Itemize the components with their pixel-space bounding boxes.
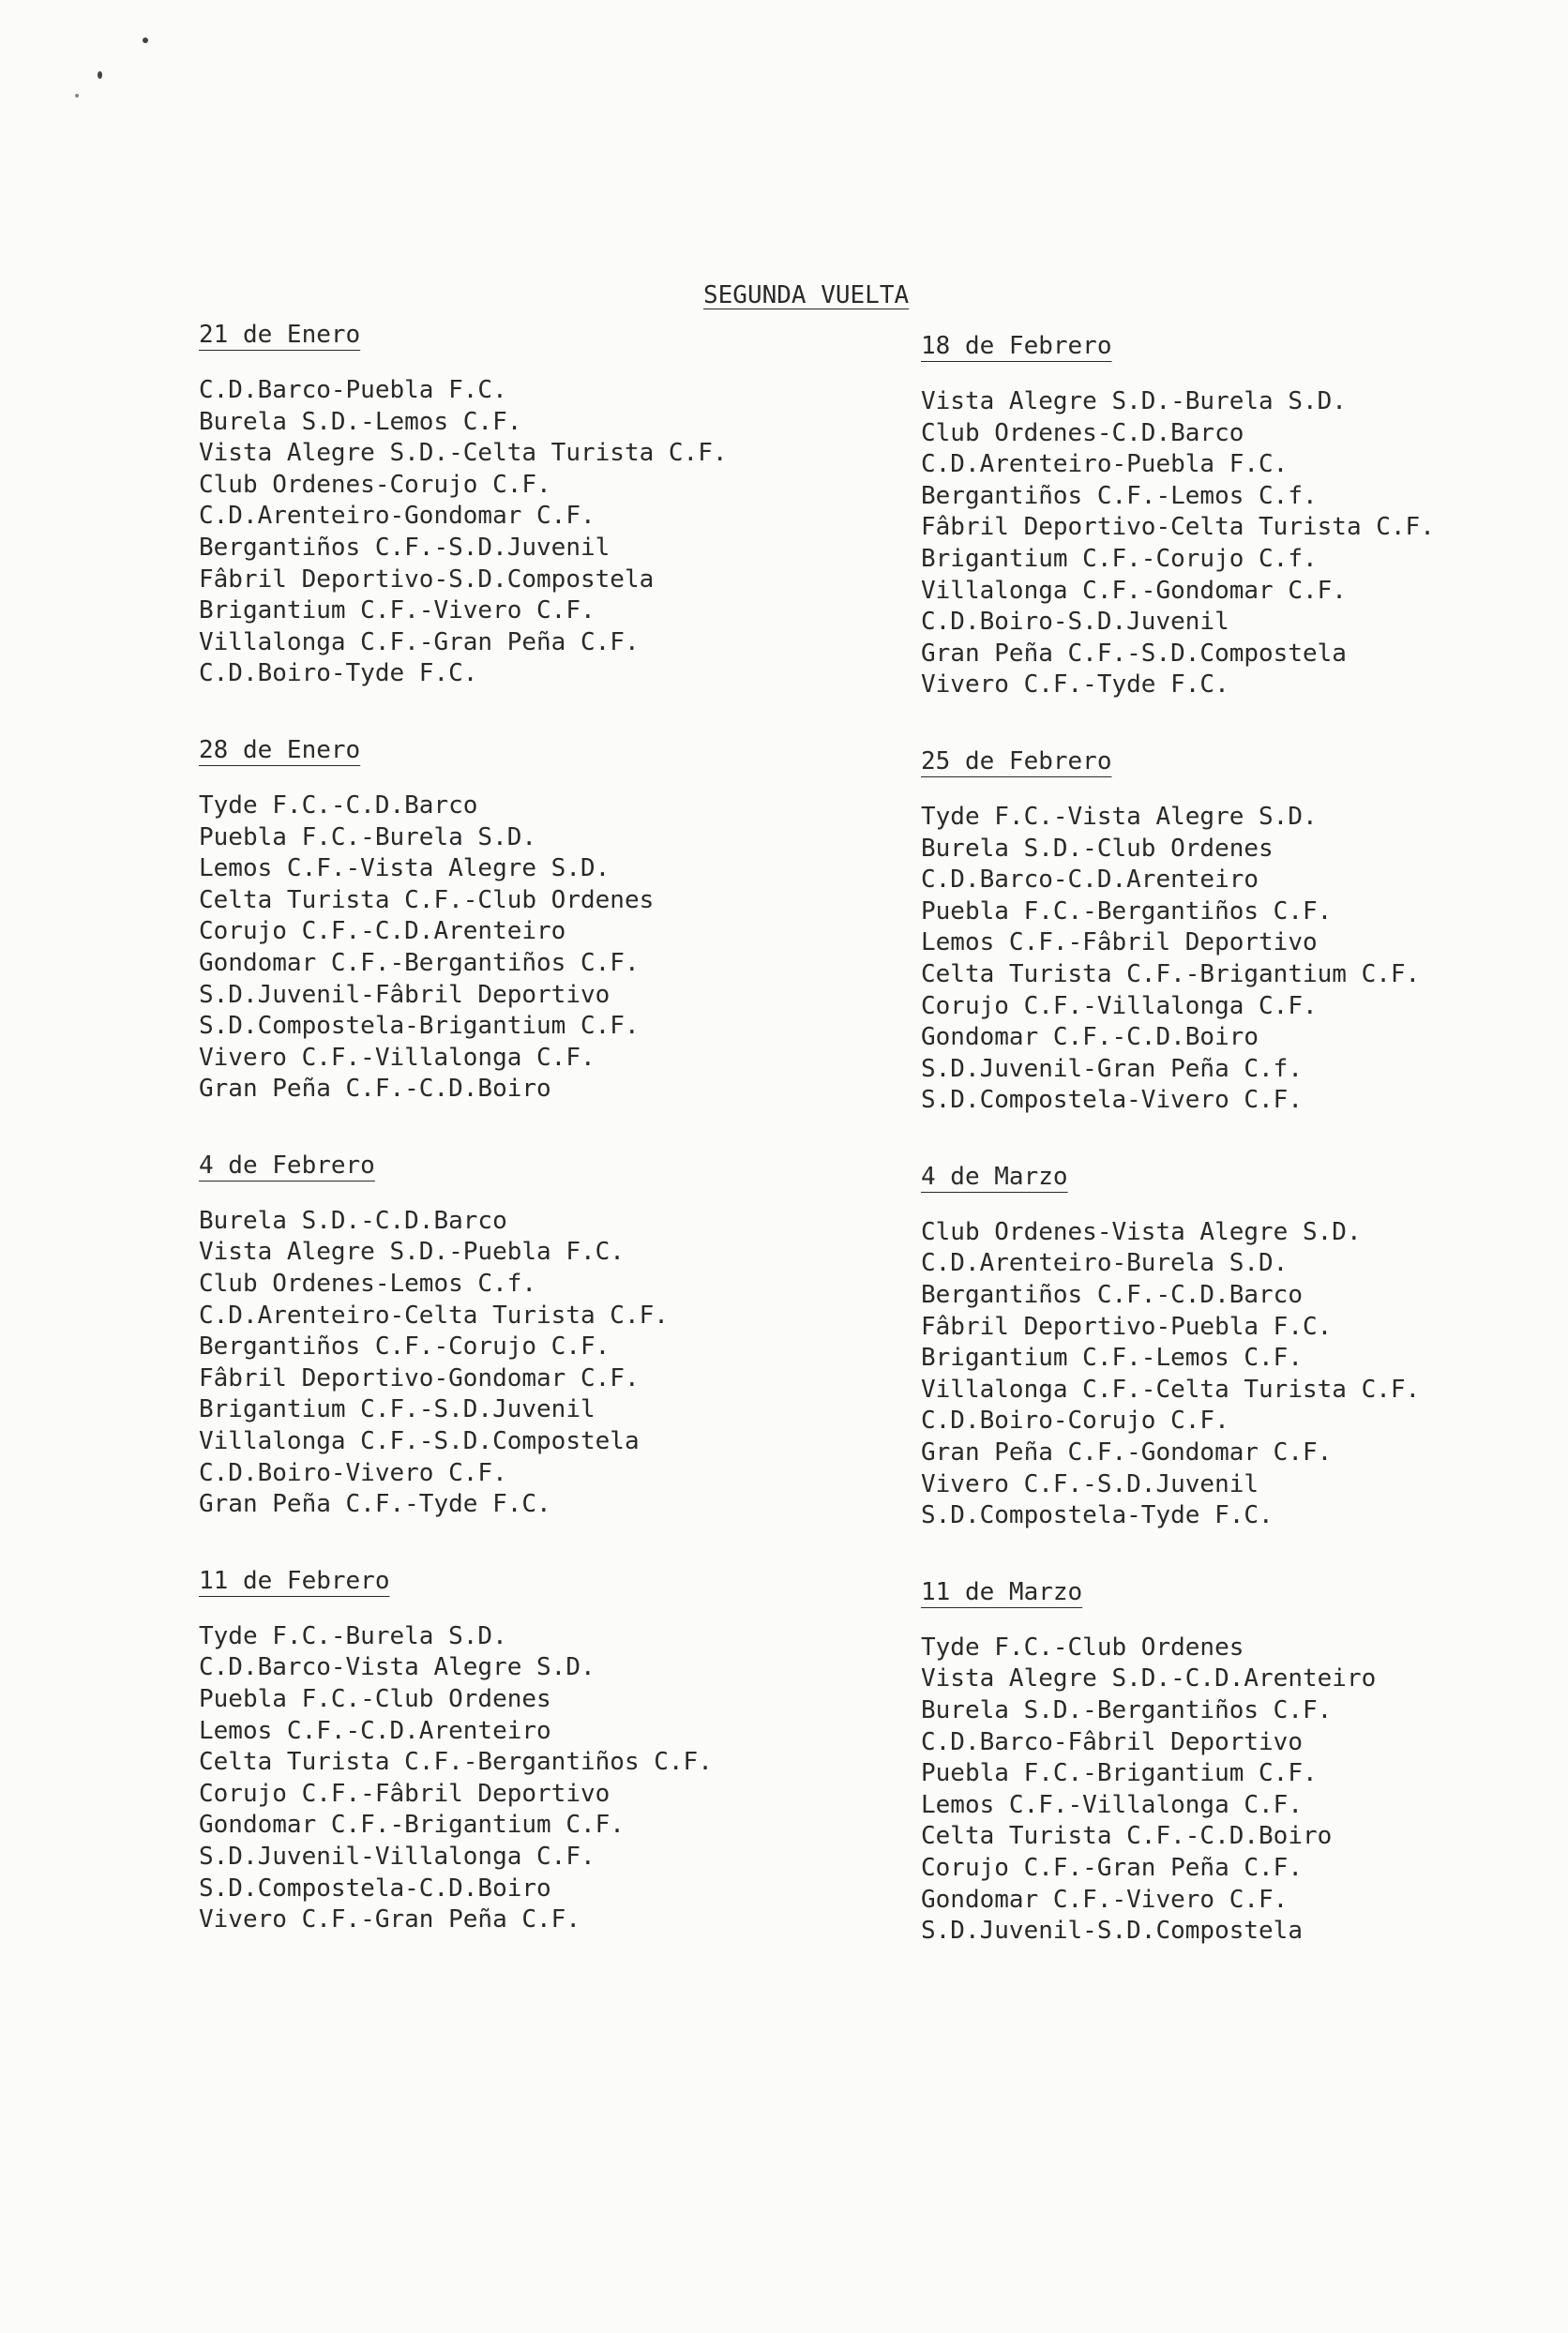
match-item: Burela S.D.-C.D.Barco	[199, 1206, 507, 1235]
match-item: Brigantium C.F.-Vivero C.F.	[199, 596, 596, 625]
match-list	[199, 790, 968, 1106]
match-item: S.D.Compostela-C.D.Boiro	[199, 1874, 551, 1903]
match-item: Club Ordenes-Lemos C.f.	[199, 1270, 537, 1299]
match-item: S.D.Juvenil-Fâbril Deportivo	[199, 980, 611, 1009]
round-date: 21 de Enero	[199, 321, 361, 349]
match-item: Club Ordenes-C.D.Barco	[921, 418, 1244, 447]
match-item: Villalonga C.F.-S.D.Compostela	[199, 1427, 640, 1456]
match-item: Brigantium C.F.-S.D.Juvenil	[199, 1395, 596, 1424]
match-item: Lemos C.F.-Villalonga C.F.	[921, 1790, 1303, 1819]
match-item: Vista Alegre S.D.-C.D.Arenteiro	[921, 1664, 1377, 1693]
round-block	[199, 1150, 968, 1521]
ink-speck	[75, 94, 79, 98]
round-date: 25 de Febrero	[921, 746, 1112, 775]
match-item: Vivero C.F.-Tyde F.C.	[921, 670, 1229, 700]
match-list	[921, 802, 1568, 1117]
match-item: Corujo C.F.-Villalonga C.F.	[921, 991, 1318, 1020]
match-item: Burela S.D.-Lemos C.F.	[199, 407, 522, 436]
round-block	[199, 734, 968, 1106]
match-item: Gran Peña C.F.-C.D.Boiro	[199, 1075, 551, 1104]
round-date: 18 de Febrero	[921, 332, 1112, 360]
match-item: Tyde F.C.-Burela S.D.	[199, 1621, 507, 1650]
round-block	[921, 745, 1568, 1117]
match-item: C.D.Boiro-Tyde F.C.	[199, 659, 478, 688]
match-item: Vivero C.F.-Villalonga C.F.	[199, 1043, 596, 1072]
match-item: Gondomar C.F.-Vivero C.F.	[921, 1885, 1289, 1914]
match-item: S.D.Compostela-Brigantium C.F.	[199, 1012, 640, 1041]
match-item: Corujo C.F.-C.D.Arenteiro	[199, 917, 566, 946]
match-item: Club Ordenes-Corujo C.F.	[199, 470, 551, 499]
match-item: C.D.Barco-Vista Alegre S.D.	[199, 1653, 596, 1682]
match-item: Bergantiños C.F.-Lemos C.f.	[921, 481, 1318, 510]
match-item: Fâbril Deportivo-Gondomar C.F.	[199, 1363, 640, 1392]
match-item: Gondomar C.F.-Bergantiños C.F.	[199, 948, 640, 977]
match-item: Burela S.D.-Bergantiños C.F.	[921, 1696, 1333, 1724]
match-item: Villalonga C.F.-Gondomar C.F.	[921, 576, 1347, 605]
match-item: C.D.Arenteiro-Burela S.D.	[921, 1249, 1289, 1278]
match-item: S.D.Compostela-Tyde F.C.	[921, 1501, 1274, 1530]
match-item: Lemos C.F.-Fâbril Deportivo	[921, 928, 1318, 957]
match-item: Gran Peña C.F.-Gondomar C.F.	[921, 1438, 1333, 1468]
match-item: Corujo C.F.-Gran Peña C.F.	[921, 1853, 1303, 1882]
match-item: Vivero C.F.-Gran Peña C.F.	[199, 1905, 580, 1934]
match-item: Puebla F.C.-Brigantium C.F.	[921, 1759, 1318, 1788]
match-item: Vista Alegre S.D.-Burela S.D.	[921, 387, 1347, 415]
match-item: C.D.Barco-C.D.Arenteiro	[921, 865, 1259, 895]
match-item: Fâbril Deportivo-Puebla F.C.	[921, 1312, 1333, 1341]
match-item: Tyde F.C.-C.D.Barco	[199, 790, 478, 820]
ink-speck	[143, 38, 148, 43]
right-column	[921, 330, 1568, 1948]
match-item: Puebla F.C.-Bergantiños C.F.	[921, 896, 1333, 926]
match-item: Vista Alegre S.D.-Puebla F.C.	[199, 1238, 625, 1267]
match-item: Bergantiños C.F.-C.D.Barco	[921, 1281, 1303, 1310]
match-item: C.D.Boiro-Corujo C.F.	[921, 1407, 1229, 1436]
match-item: Villalonga C.F.-Celta Turista C.F.	[921, 1375, 1421, 1404]
match-list	[921, 1217, 1568, 1532]
match-item: S.D.Juvenil-S.D.Compostela	[921, 1917, 1303, 1946]
left-column	[199, 319, 968, 1936]
match-item: C.D.Boiro-S.D.Juvenil	[921, 608, 1229, 637]
match-item: Vista Alegre S.D.-Celta Turista C.F.	[199, 439, 728, 468]
match-item: Gran Peña C.F.-S.D.Compostela	[921, 639, 1347, 668]
match-item: Fâbril Deportivo-Celta Turista C.F.	[921, 513, 1435, 542]
match-item: S.D.Compostela-Vivero C.F.	[921, 1086, 1303, 1115]
match-list	[921, 1633, 1568, 1948]
round-block	[199, 319, 968, 690]
match-item: Gran Peña C.F.-Tyde F.C.	[199, 1490, 551, 1519]
match-item: Tyde F.C.-Club Ordenes	[921, 1633, 1244, 1662]
match-list	[199, 375, 968, 690]
match-item: Bergantiños C.F.-S.D.Juvenil	[199, 533, 611, 562]
match-list	[921, 386, 1568, 701]
match-item: S.D.Juvenil-Villalonga C.F.	[199, 1842, 596, 1871]
match-item: C.D.Boiro-Vivero C.F.	[199, 1458, 507, 1487]
match-item: C.D.Arenteiro-Celta Turista C.F.	[199, 1301, 669, 1330]
match-list	[199, 1206, 968, 1521]
match-item: Celta Turista C.F.-Bergantiños C.F.	[199, 1748, 713, 1777]
round-date: 11 de Marzo	[921, 1577, 1083, 1606]
match-item: Gondomar C.F.-Brigantium C.F.	[199, 1811, 625, 1840]
round-block	[921, 1161, 1568, 1532]
match-item: Lemos C.F.-C.D.Arenteiro	[199, 1716, 551, 1745]
match-item: S.D.Juvenil-Gran Peña C.f.	[921, 1054, 1303, 1083]
ink-speck	[98, 71, 102, 79]
match-item: Vivero C.F.-S.D.Juvenil	[921, 1469, 1259, 1498]
match-item: Puebla F.C.-Burela S.D.	[199, 822, 537, 851]
match-item: Brigantium C.F.-Lemos C.F.	[921, 1344, 1303, 1373]
match-item: Villalonga C.F.-Gran Peña C.F.	[199, 627, 640, 656]
match-item: C.D.Barco-Fâbril Deportivo	[921, 1727, 1303, 1756]
match-list	[199, 1621, 968, 1936]
match-item: Gondomar C.F.-C.D.Boiro	[921, 1023, 1259, 1052]
round-block	[921, 1576, 1568, 1948]
round-block	[921, 330, 1568, 701]
match-item: Puebla F.C.-Club Ordenes	[199, 1685, 551, 1713]
match-item: Brigantium C.F.-Corujo C.f.	[921, 544, 1318, 573]
match-item: Celta Turista C.F.-C.D.Boiro	[921, 1822, 1333, 1851]
match-item: Celta Turista C.F.-Brigantium C.F.	[921, 959, 1421, 988]
round-date: 4 de Marzo	[921, 1162, 1068, 1191]
match-item: Fâbril Deportivo-S.D.Compostela	[199, 564, 655, 594]
match-item: Corujo C.F.-Fâbril Deportivo	[199, 1779, 611, 1808]
match-item: C.D.Barco-Puebla F.C.	[199, 376, 507, 404]
match-item: Burela S.D.-Club Ordenes	[921, 834, 1274, 863]
round-date: 28 de Enero	[199, 735, 361, 764]
match-item: Club Ordenes-Vista Alegre S.D.	[921, 1217, 1362, 1246]
round-block	[199, 1565, 968, 1936]
match-item: C.D.Arenteiro-Gondomar C.F.	[199, 502, 596, 531]
match-item: Celta Turista C.F.-Club Ordenes	[199, 885, 655, 914]
match-item: Tyde F.C.-Vista Alegre S.D.	[921, 802, 1318, 831]
round-date: 11 de Febrero	[199, 1566, 390, 1595]
page-title: SEGUNDA VUELTA	[703, 281, 910, 309]
round-date: 4 de Febrero	[199, 1151, 375, 1180]
match-item: Lemos C.F.-Vista Alegre S.D.	[199, 854, 611, 883]
match-item: C.D.Arenteiro-Puebla F.C.	[921, 450, 1289, 479]
match-item: Bergantiños C.F.-Corujo C.F.	[199, 1332, 611, 1362]
